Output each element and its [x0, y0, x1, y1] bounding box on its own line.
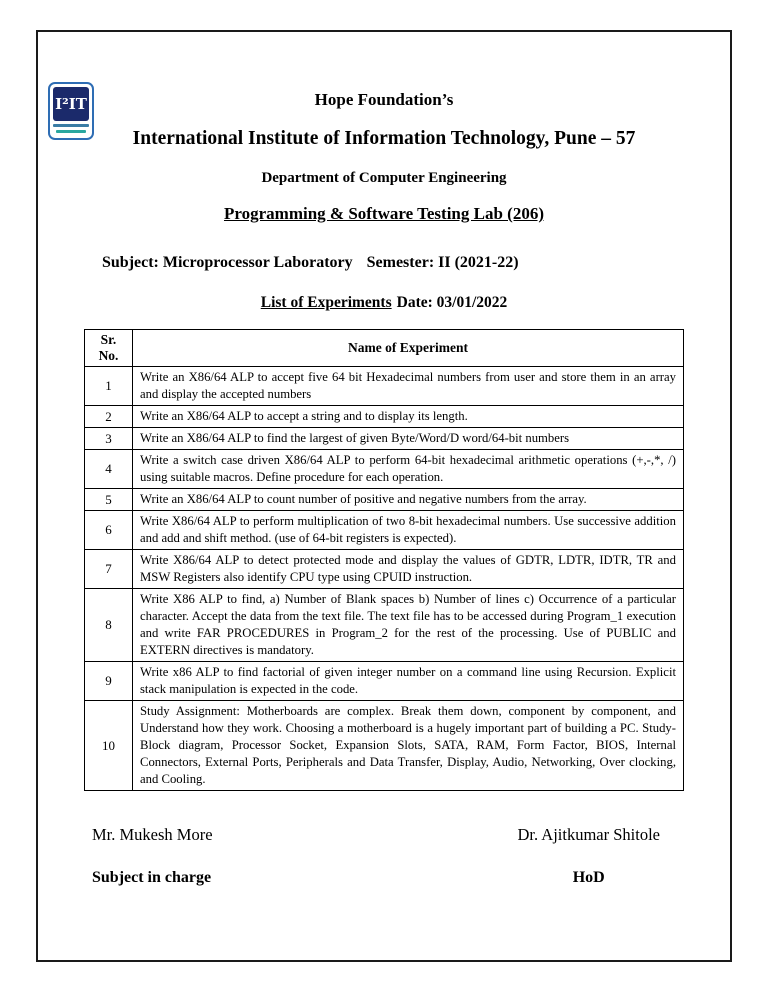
subject-incharge-role: Subject in charge — [92, 869, 212, 886]
experiment-row — [85, 550, 684, 589]
experiment-row — [85, 489, 684, 511]
experiment-row — [85, 701, 684, 791]
experiment-row — [85, 367, 684, 406]
institute-logo — [48, 82, 94, 140]
experiment-name-column-header: Name of Experiment — [133, 330, 684, 367]
experiment-description: Write X86/64 ALP to detect protected mode and display the values of GDTR, LDTR, IDTR, TR and MSW Registers also identify CPU type using CPUID instruction. — [133, 550, 684, 589]
experiment-row — [85, 511, 684, 550]
experiments-table-body — [85, 367, 684, 791]
experiment-description: Write an X86/64 ALP to count number of positive and negative numbers from the array. — [133, 489, 684, 511]
experiment-description: Write an X86/64 ALP to accept a string and to display its length. — [133, 406, 684, 428]
logo-text: I²IT — [55, 95, 87, 113]
logo-mark — [53, 87, 89, 121]
experiment-row — [85, 589, 684, 662]
experiment-sr-no: 3 — [85, 428, 133, 450]
experiment-sr-no: 5 — [85, 489, 133, 511]
experiment-sr-no: 6 — [85, 511, 133, 550]
department-name: Department of Computer Engineering — [261, 170, 507, 186]
logo-caption-line — [56, 130, 87, 133]
subject-incharge-name: Mr. Mukesh More — [92, 825, 213, 844]
experiment-sr-no: 7 — [85, 550, 133, 589]
document-header — [38, 32, 730, 224]
organization-name: Hope Foundation’s — [314, 90, 454, 109]
subject-line — [102, 254, 730, 272]
experiment-sr-no: 2 — [85, 406, 133, 428]
logo-caption-lines — [53, 124, 89, 133]
hod-name: Dr. Ajitkumar Shitole — [517, 825, 660, 844]
experiment-description: Write a switch case driven X86/64 ALP to perform 64-bit hexadecimal arithmetic operations (+,-,*, /) using suitable macros. Define procedure for each operation. — [133, 450, 684, 489]
experiment-row — [85, 450, 684, 489]
experiment-sr-no: 1 — [85, 367, 133, 406]
hod-role: HoD — [572, 869, 605, 886]
list-title: List of Experiments — [260, 294, 392, 311]
experiment-description: Study Assignment: Motherboards are complex. Break them down, component by component, and Understand how they work. Choosing a motherboard is a hugely important part of building a PC. Study- Block diagram, Processor Socket, Expansion Slots, SATA, RAM, Form Factor, BIOS, Internal Connectors, External Ports, Peripherals and Data Transfer, Display, Audio, Networking, Over clocking, and Cooling. — [133, 701, 684, 791]
date-label: Date: 03/01/2022 — [396, 294, 508, 311]
experiment-row — [85, 406, 684, 428]
experiments-table-header — [85, 330, 684, 367]
experiment-sr-no: 8 — [85, 589, 133, 662]
experiments-table — [84, 329, 684, 791]
experiment-sr-no: 10 — [85, 701, 133, 791]
list-of-experiments-line — [38, 294, 730, 312]
experiment-description: Write x86 ALP to find factorial of given integer number on a command line using Recursion. Explicit stack manipulation is expected in the code. — [133, 662, 684, 701]
experiment-sr-no: 4 — [85, 450, 133, 489]
logo-caption-line — [53, 124, 89, 127]
institute-name: International Institute of Information Technology, Pune – 57 — [132, 128, 636, 149]
experiment-description: Write X86 ALP to find, a) Number of Blank spaces b) Number of lines c) Occurrence of a particular character. Accept the data from the text file. The text file has to be accessed during Program_1 execution and write FAR PROCEDURES in Program_2 for the rest of the processing. Use of PUBLIC and EXTERN directives is mandatory. — [133, 589, 684, 662]
experiment-description: Write X86/64 ALP to perform multiplication of two 8-bit hexadecimal numbers. Use successive addition and add and shift method. (use of 64-bit registers is expected). — [133, 511, 684, 550]
experiment-row — [85, 662, 684, 701]
subject-label: Subject: Microprocessor Laboratory — [102, 254, 353, 271]
sr-no-column-header: Sr. No. — [85, 330, 133, 367]
document-page — [36, 30, 732, 962]
experiment-description: Write an X86/64 ALP to find the largest of given Byte/Word/D word/64-bit numbers — [133, 428, 684, 450]
lab-title: Programming & Software Testing Lab (206) — [223, 204, 544, 223]
hod-block — [517, 825, 660, 887]
experiment-row — [85, 428, 684, 450]
header-row — [85, 330, 684, 367]
signature-footer — [38, 825, 730, 887]
experiment-sr-no: 9 — [85, 662, 133, 701]
subject-incharge-block — [92, 825, 213, 887]
semester-label: Semester: II (2021-22) — [366, 254, 519, 271]
experiment-description: Write an X86/64 ALP to accept five 64 bit Hexadecimal numbers from user and store them in an array and display the accepted numbers — [133, 367, 684, 406]
